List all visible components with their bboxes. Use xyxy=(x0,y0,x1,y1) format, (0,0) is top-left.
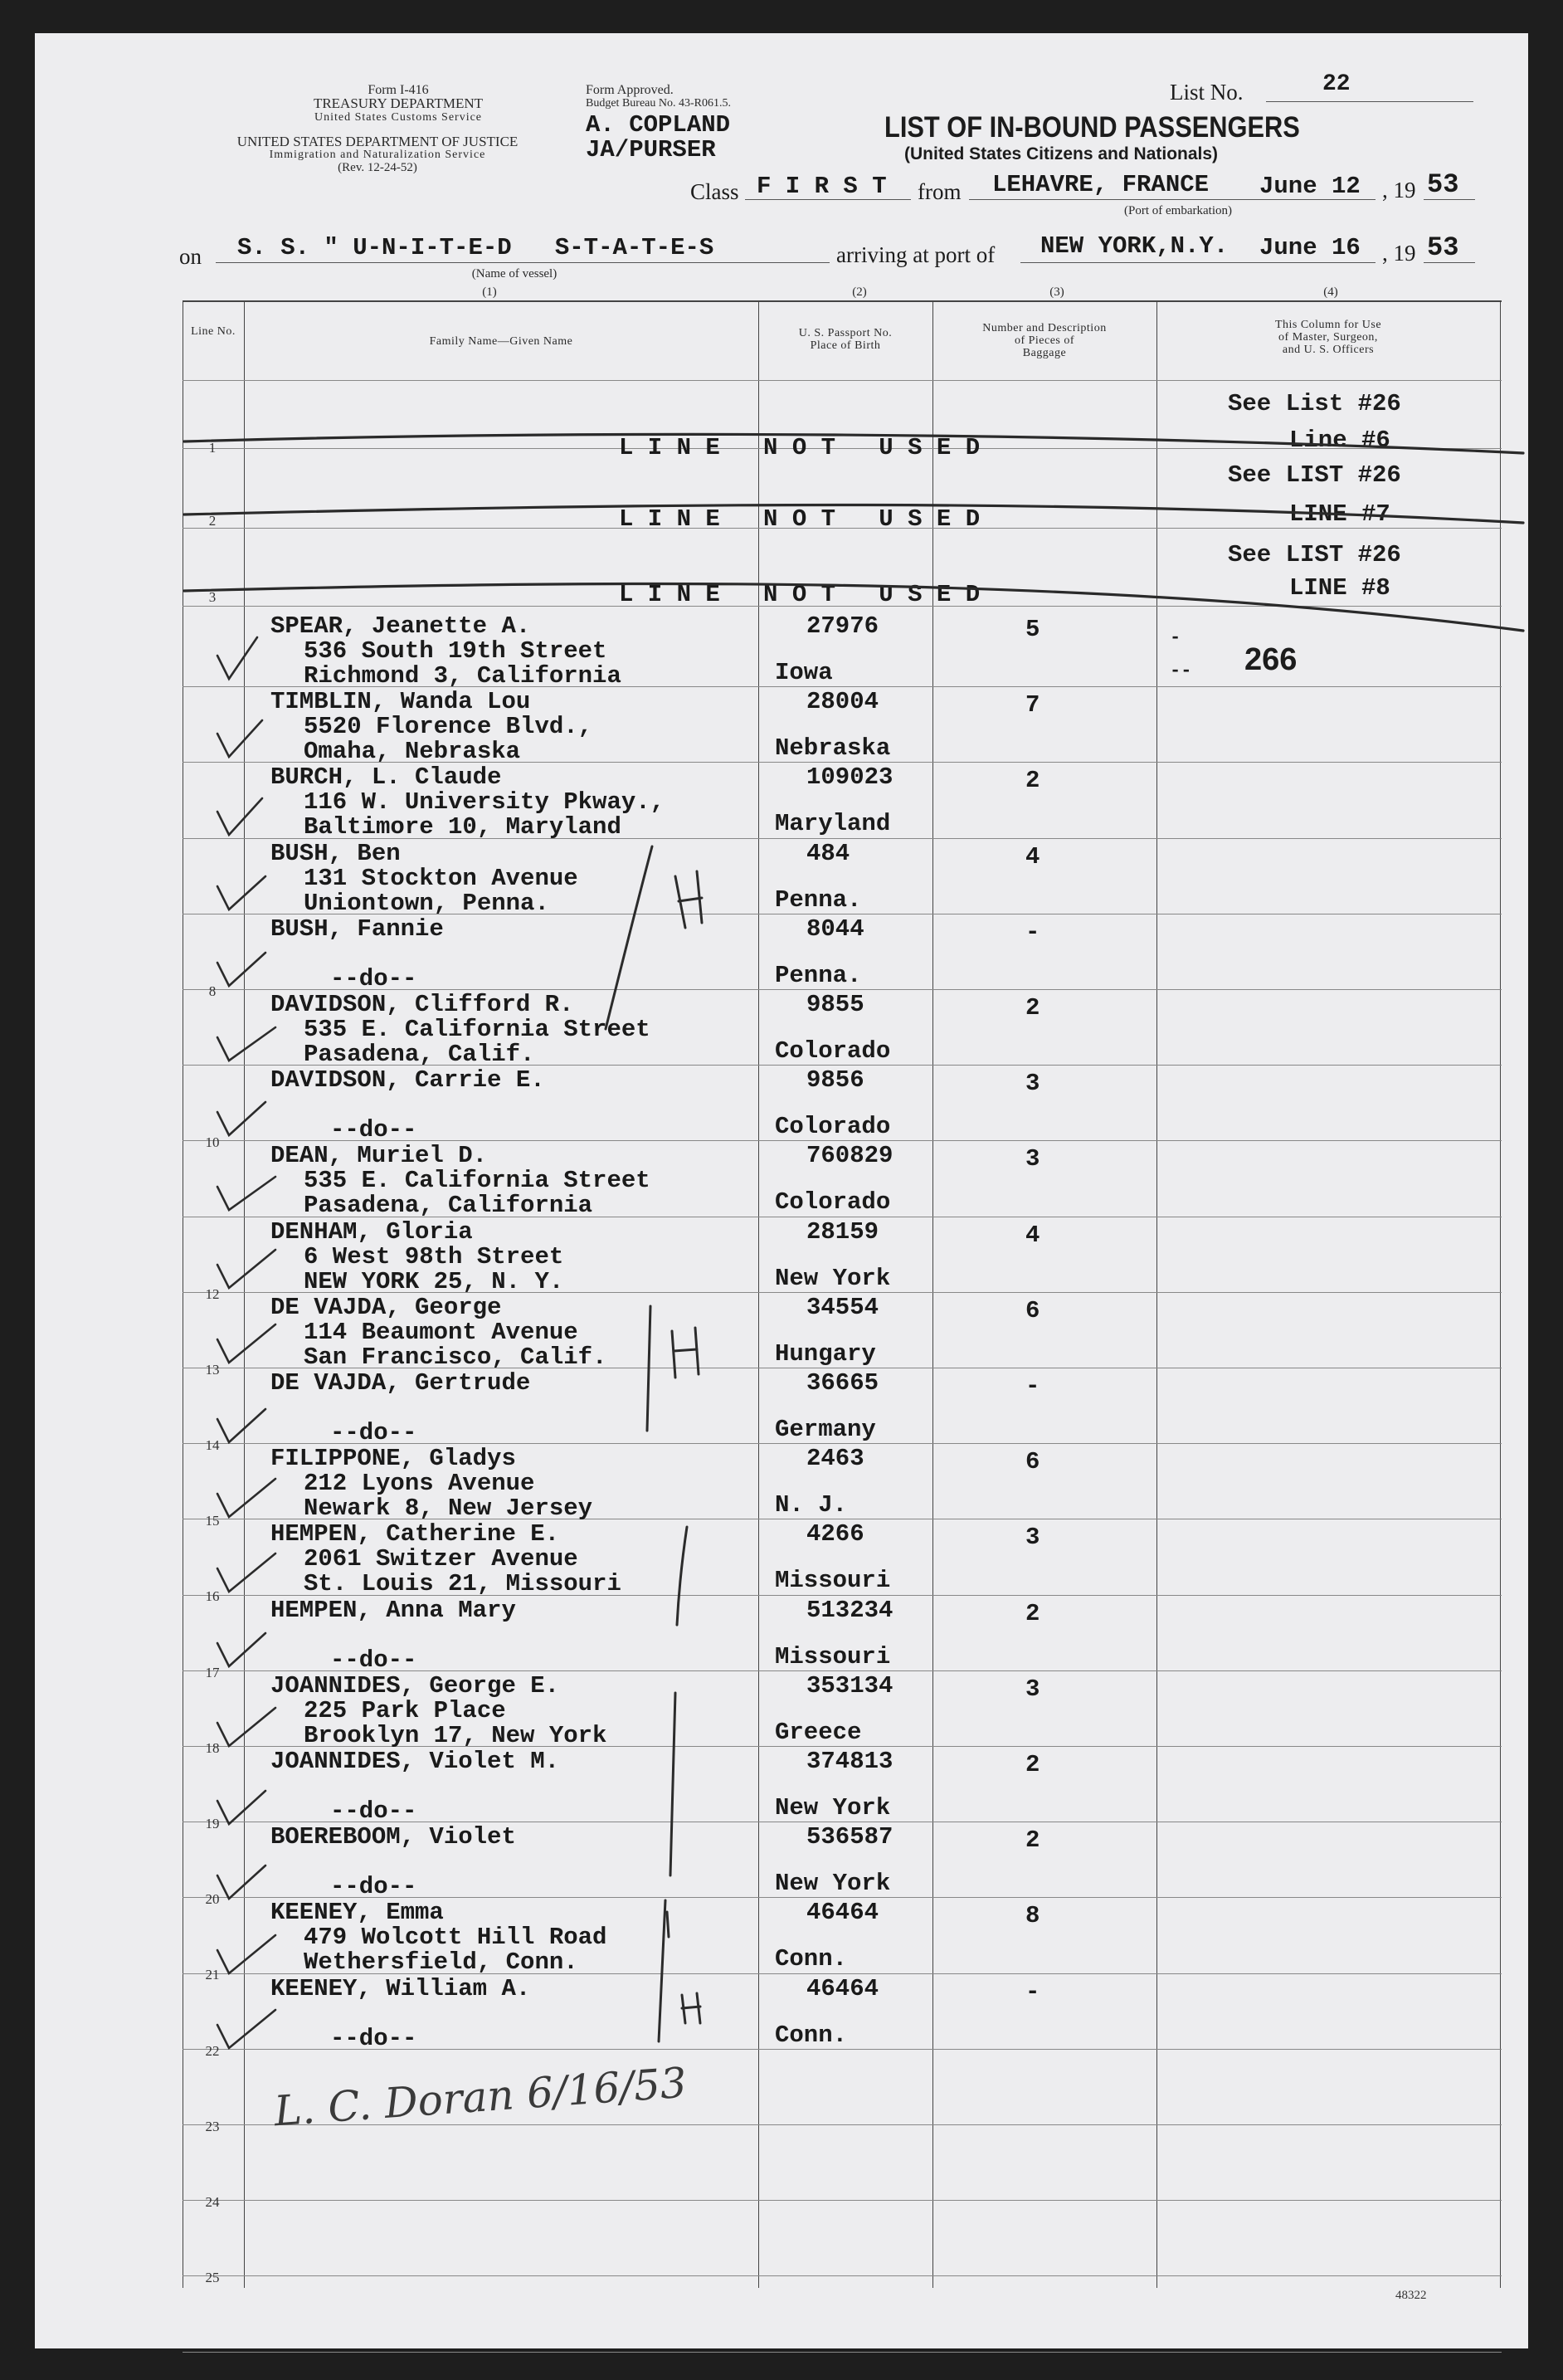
passport-number: 484 xyxy=(806,839,850,867)
passenger-address-street: 116 W. University Pkway., xyxy=(304,788,665,817)
not-used-line-1: L I N E N O T U S E D xyxy=(619,434,981,461)
passenger-address-street: 2061 Switzer Avenue xyxy=(304,1545,578,1573)
passenger-address-city: Uniontown, Penna. xyxy=(304,889,549,917)
passport-number: 36665 xyxy=(806,1369,879,1397)
place-of-birth: Missouri xyxy=(775,1567,891,1595)
purser-title: JA/PURSER xyxy=(586,136,716,163)
ins-label: Immigration and Naturalization Service xyxy=(269,149,486,161)
not-used-line-2: L I N E N O T U S E D xyxy=(619,505,981,533)
passenger-name: SPEAR, Jeanette A. xyxy=(270,612,531,640)
line-number: 14 xyxy=(205,1437,220,1453)
passenger-name: JOANNIDES, George E. xyxy=(270,1671,560,1700)
passenger-name: DAVIDSON, Clifford R. xyxy=(270,991,574,1018)
baggage-count: - xyxy=(1025,1373,1040,1400)
passenger-name: BURCH, L. Claude xyxy=(270,763,502,792)
line-number: 8 xyxy=(208,983,217,999)
passenger-address-city: Pasadena, Calif. xyxy=(304,1041,535,1068)
line-number: 24 xyxy=(205,2194,220,2210)
passenger-address-city: --do-- xyxy=(330,1797,417,1825)
list-no-value: 22 xyxy=(1322,71,1351,97)
passenger-address-city: --do-- xyxy=(330,1116,417,1144)
baggage-count: 5 xyxy=(1025,616,1040,643)
place-of-birth: Colorado xyxy=(775,1188,891,1217)
col-num-4: (4) xyxy=(1323,285,1338,299)
vessel-name: S. S. " U-N-I-T-E-D S-T-A-T-E-S xyxy=(237,234,714,261)
place-of-birth: Greece xyxy=(775,1718,862,1746)
place-of-birth: Nebraska xyxy=(775,734,891,763)
line-number: 23 xyxy=(205,2118,220,2134)
baggage-count: 6 xyxy=(1025,1448,1040,1476)
inspector-signature: L. C. Doran 6/16/53 xyxy=(272,2058,689,2136)
class-value: F I R S T xyxy=(757,173,887,200)
baggage-count: 2 xyxy=(1025,994,1040,1022)
passenger-name: DE VAJDA, George xyxy=(270,1293,502,1321)
passenger-address-city: Richmond 3, California xyxy=(304,662,621,690)
place-of-birth: Conn. xyxy=(775,2021,848,2049)
line-number: 1 xyxy=(208,440,217,456)
passenger-name: DE VAJDA, Gertrude xyxy=(270,1369,531,1397)
purser-name: A. COPLAND xyxy=(586,111,731,139)
line-number: 18 xyxy=(205,1739,220,1756)
form-number: Form I-416 xyxy=(368,83,429,97)
place-of-birth: Penna. xyxy=(775,885,862,914)
place-of-birth: Missouri xyxy=(775,1642,891,1670)
place-of-birth: Conn. xyxy=(775,1945,848,1973)
place-of-birth: New York xyxy=(775,1794,891,1822)
baggage-count: 4 xyxy=(1025,842,1040,871)
line-number: 22 xyxy=(205,2042,220,2059)
place-of-birth: Iowa xyxy=(775,659,833,686)
baggage-count: 2 xyxy=(1025,1599,1040,1627)
passport-number: 760829 xyxy=(806,1142,893,1170)
passenger-name: FILIPPONE, Gladys xyxy=(270,1445,516,1473)
passenger-address-city: Newark 8, New Jersey xyxy=(304,1495,593,1523)
manifest-title: LIST OF IN-BOUND PASSENGERS xyxy=(884,111,1300,144)
line-number: 21 xyxy=(205,1967,220,1983)
passenger-address-street: 212 Lyons Avenue xyxy=(304,1470,535,1498)
line-number: 2 xyxy=(208,513,217,529)
passport-number: 9855 xyxy=(806,991,864,1018)
passenger-address-street: 6 West 98th Street xyxy=(304,1242,564,1270)
passenger-address-street: 114 Beaumont Avenue xyxy=(304,1318,578,1346)
officer-note-list: See LIST #26 xyxy=(1228,461,1401,489)
passenger-name: BUSH, Fannie xyxy=(270,914,444,943)
not-used-line-3: L I N E N O T U S E D xyxy=(619,581,981,608)
passenger-address-city: --do-- xyxy=(330,2024,417,2052)
form-code: 48322 xyxy=(1395,2289,1427,2302)
baggage-count: 6 xyxy=(1025,1296,1040,1324)
class-label: Class xyxy=(690,179,739,204)
passenger-address-city: Baltimore 10, Maryland xyxy=(304,813,621,841)
treasury-label: TREASURY DEPARTMENT xyxy=(313,95,484,111)
passenger-address-city: --do-- xyxy=(330,964,417,992)
passenger-address-city: St. Louis 21, Missouri xyxy=(304,1570,621,1598)
passenger-address-city: NEW YORK 25, N. Y. xyxy=(304,1267,564,1295)
passenger-address-street: 131 Stockton Avenue xyxy=(304,864,578,892)
line-number: 19 xyxy=(205,1816,220,1831)
line-number: 13 xyxy=(205,1361,220,1378)
from-label: from xyxy=(918,179,962,204)
passport-number: 353134 xyxy=(806,1671,893,1700)
passport-number: 2463 xyxy=(806,1445,864,1473)
passenger-address-city: Pasadena, California xyxy=(304,1192,593,1220)
baggage-count: - xyxy=(1025,918,1040,946)
line-number: 3 xyxy=(208,589,217,605)
line-number: 16 xyxy=(205,1588,220,1605)
passenger-address-street: 535 E. California Street xyxy=(304,1016,650,1043)
passenger-name: DEAN, Muriel D. xyxy=(270,1142,488,1170)
passport-number: 46464 xyxy=(806,1974,879,2002)
passenger-name: KEENEY, William A. xyxy=(270,1974,531,2002)
passenger-name: JOANNIDES, Violet M. xyxy=(270,1748,560,1775)
baggage-count: 3 xyxy=(1025,1070,1040,1098)
passport-number: 536587 xyxy=(806,1823,893,1851)
from-year: 53 xyxy=(1427,169,1459,200)
passport-number: 374813 xyxy=(806,1748,893,1775)
officer-note-line: LINE #8 xyxy=(1289,574,1390,602)
place-of-birth: Germany xyxy=(775,1416,876,1443)
col-num-3: (3) xyxy=(1049,285,1064,299)
customs-label: United States Customs Service xyxy=(314,111,483,124)
passenger-name: HEMPEN, Anna Mary xyxy=(270,1596,516,1624)
arrival-year: 53 xyxy=(1427,232,1459,263)
baggage-count: 3 xyxy=(1025,1145,1040,1173)
arrival-year-prefix: , 19 xyxy=(1382,241,1416,266)
col-num-2: (2) xyxy=(852,285,867,299)
passenger-address-city: --do-- xyxy=(330,1419,417,1446)
passenger-name: BUSH, Ben xyxy=(270,839,401,867)
place-of-birth: N. J. xyxy=(775,1491,848,1519)
embarkation-caption: (Port of embarkation) xyxy=(1124,204,1232,217)
baggage-count: 2 xyxy=(1025,1751,1040,1778)
officer-note-line: LINE #7 xyxy=(1289,500,1390,528)
manifest-subtitle: (United States Citizens and Nationals) xyxy=(904,144,1219,163)
baggage-count: 8 xyxy=(1025,1902,1040,1930)
passenger-address-street: 5520 Florence Blvd., xyxy=(304,713,593,741)
passenger-address-city: San Francisco, Calif. xyxy=(304,1343,607,1371)
officer-dash: -- xyxy=(1170,661,1192,681)
passport-number: 109023 xyxy=(806,763,893,792)
baggage-count: 2 xyxy=(1025,1826,1040,1855)
embarkation-port: LEHAVRE, FRANCE xyxy=(992,171,1210,198)
passenger-address-street: 535 E. California Street xyxy=(304,1167,650,1195)
passenger-name: DAVIDSON, Carrie E. xyxy=(270,1066,545,1095)
line-number: 10 xyxy=(205,1134,220,1151)
col-num-1: (1) xyxy=(482,285,497,299)
place-of-birth: Colorado xyxy=(775,1037,891,1065)
officer-dash: - xyxy=(1170,627,1181,648)
arrival-port: NEW YORK,N.Y. xyxy=(1040,232,1229,260)
passport-number: 4266 xyxy=(806,1520,864,1548)
col-header-baggage: Number and Description of Pieces of Baggage xyxy=(982,322,1107,359)
passenger-name: TIMBLIN, Wanda Lou xyxy=(270,688,531,716)
from-year-prefix: , 19 xyxy=(1382,178,1416,202)
passport-number: 34554 xyxy=(806,1293,879,1321)
on-label: on xyxy=(179,244,202,269)
passenger-name: DENHAM, Gloria xyxy=(270,1217,473,1246)
officer-note-list: See List #26 xyxy=(1228,390,1401,417)
officer-note-line: Line #6 xyxy=(1289,427,1390,454)
passenger-address-street: 479 Wolcott Hill Road xyxy=(304,1924,607,1952)
place-of-birth: Colorado xyxy=(775,1113,891,1141)
place-of-birth: New York xyxy=(775,1264,891,1292)
passenger-address-city: --do-- xyxy=(330,1873,417,1901)
baggage-count: 7 xyxy=(1025,691,1040,719)
list-no-label: List No. xyxy=(1170,80,1244,105)
col-header-line-no: Line No. xyxy=(191,325,236,338)
line-number: 17 xyxy=(205,1664,220,1680)
passenger-name: KEENEY, Emma xyxy=(270,1899,444,1927)
revision-label: (Rev. 12-24-52) xyxy=(338,161,417,174)
officer-note-list: See LIST #26 xyxy=(1228,541,1401,568)
baggage-count: - xyxy=(1025,1978,1040,2006)
col-header-officer: This Column for Use of Master, Surgeon, and U. S. Officers xyxy=(1274,319,1382,356)
passport-number: 513234 xyxy=(806,1596,893,1624)
embarkation-date: June 12 xyxy=(1259,173,1361,200)
place-of-birth: Penna. xyxy=(775,961,862,989)
form-approved: Form Approved. xyxy=(586,83,674,97)
passenger-name: HEMPEN, Catherine E. xyxy=(270,1520,560,1548)
line-number: 12 xyxy=(205,1285,220,1302)
col-header-passport: U. S. Passport No. Place of Birth xyxy=(798,327,893,352)
passenger-name: BOEREBOOM, Violet xyxy=(270,1823,516,1851)
handwritten-count: 266 xyxy=(1244,642,1298,677)
col-header-name: Family Name—Given Name xyxy=(429,335,573,348)
passport-number: 46464 xyxy=(806,1899,879,1927)
vessel-caption: (Name of vessel) xyxy=(471,267,558,280)
line-number: 15 xyxy=(205,1513,220,1529)
passenger-address-street: 225 Park Place xyxy=(304,1696,506,1724)
line-number: 20 xyxy=(205,1891,220,1908)
place-of-birth: New York xyxy=(775,1870,891,1898)
passport-number: 9856 xyxy=(806,1066,864,1095)
passport-number: 28004 xyxy=(806,688,879,716)
passenger-address-city: Wethersfield, Conn. xyxy=(304,1948,578,1977)
place-of-birth: Maryland xyxy=(775,810,891,838)
arrival-date: June 16 xyxy=(1259,234,1361,261)
baggage-count: 2 xyxy=(1025,767,1040,795)
baggage-count: 3 xyxy=(1025,1675,1040,1703)
arriving-label: arriving at port of xyxy=(836,242,996,267)
baggage-count: 3 xyxy=(1025,1524,1040,1552)
passport-number: 27976 xyxy=(806,612,879,640)
passport-number: 28159 xyxy=(806,1217,879,1246)
passport-number: 8044 xyxy=(806,914,864,943)
passenger-address-street: 536 South 19th Street xyxy=(304,637,607,665)
passenger-address-city: Brooklyn 17, New York xyxy=(304,1721,607,1749)
budget-bureau: Budget Bureau No. 43-R061.5. xyxy=(586,97,731,110)
passenger-address-city: --do-- xyxy=(330,1646,417,1674)
line-number: 25 xyxy=(205,2270,220,2286)
baggage-count: 4 xyxy=(1025,1221,1040,1249)
place-of-birth: Hungary xyxy=(775,1339,876,1368)
justice-label: UNITED STATES DEPARTMENT OF JUSTICE xyxy=(236,134,519,149)
passenger-address-city: Omaha, Nebraska xyxy=(304,738,521,766)
